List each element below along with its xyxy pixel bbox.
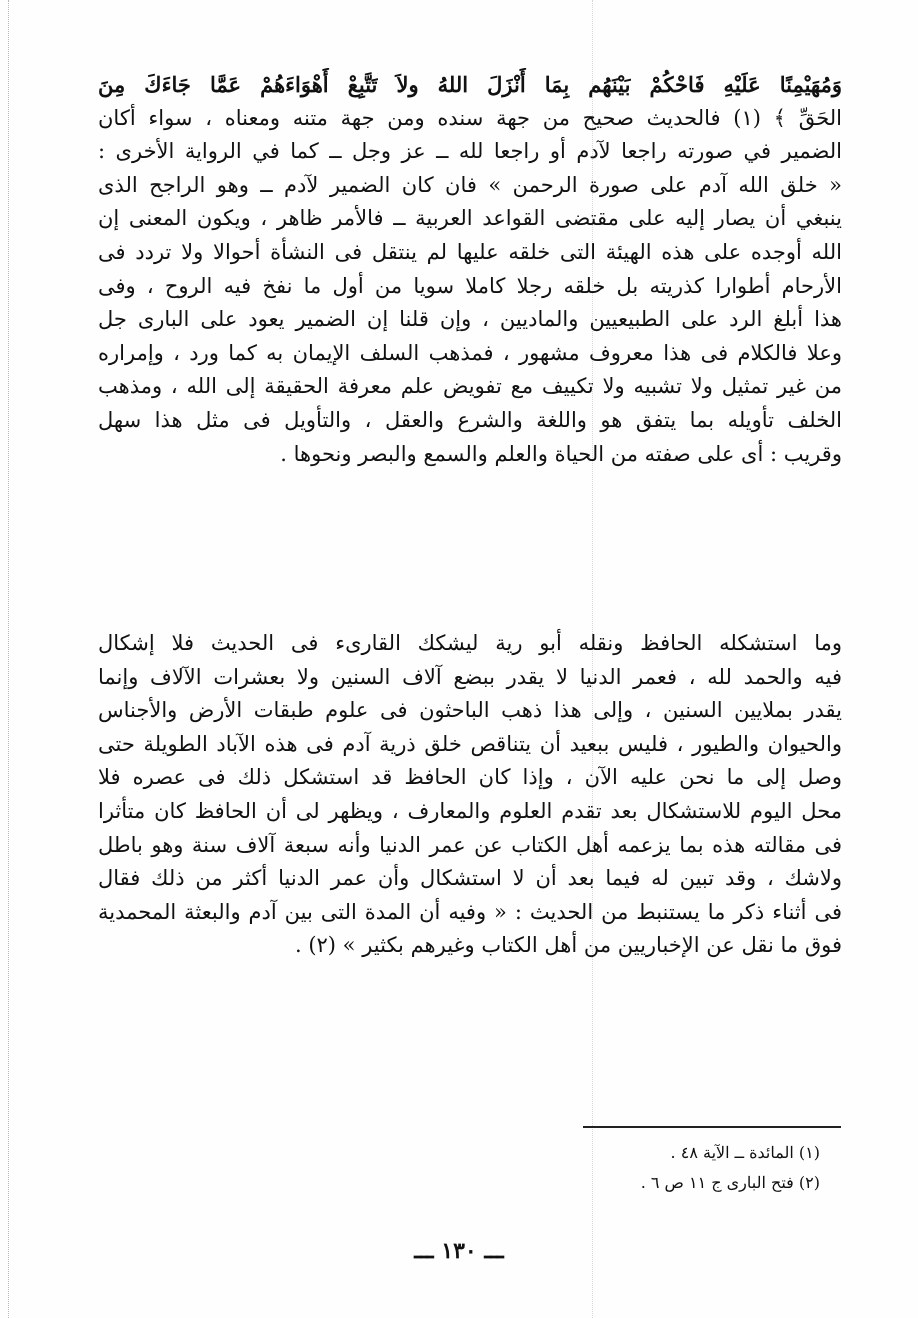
paragraph-2: [98, 627, 842, 963]
text-line: وعلا فالكلام فى هذا معروف مشهور ، فمذهب السلف الإيمان به كما ورد ، وإمراره: [98, 340, 842, 365]
footnote-divider: [583, 1126, 841, 1128]
text-line: هذا أبلغ الرد على الطبيعيين والماديين ، وإن قلنا إن الضمير يعود على البارى جل: [98, 307, 842, 332]
text-line: فوق ما نقل عن الإخباريين من أهل الكتاب وغيرهم بكثير » (٢) .: [294, 933, 842, 958]
text-line: فى مقالته هذه بما يزعمه أهل الكتاب عن عمر الدنيا وأنه سبعة آلاف سنة وهو باطل: [98, 832, 842, 857]
text-line: « خلق الله آدم على صورة الرحمن » فان كان الضمير لآدم ــ وهو الراجح الذى: [98, 172, 842, 197]
page-number: ـــ ١٣٠ ـــ: [414, 1238, 504, 1264]
footnote-1: (١) المائدة ــ الآية ٤٨ .: [670, 1143, 820, 1162]
footnotes: [460, 1138, 820, 1198]
text-line: الخلف تأويله بما يتفق هو واللغة والشرع والعقل ، والتأويل فى مثل هذا سهل: [98, 407, 842, 432]
text-line: وَمُهَيْمِنًا عَلَيْهِ فَاحْكُمْ بَيْنَهُم بِمَا أَنْزَلَ اللهُ ولاَ تَتَّبِعْ أَهْوَاءَهُمْ عَمَّا جَاءَكَ مِنَ: [98, 72, 842, 97]
footnote-2: (٢) فتح البارى ج ١١ ص ٦ .: [640, 1173, 820, 1192]
text-line: من غير تمثيل ولا تشبيه ولا تكييف مع تفويض علم معرفة الحقيقة إلى الله ، ومذهب: [98, 374, 842, 399]
text-line: الأرحام أطوارا كذريته بل خلقه رجلا كاملا سويا من أول ما نفخ فيه الروح ، وفى: [98, 273, 842, 298]
text-line: ولاشك ، وقد تبين له فيما بعد أن لا استشكال وأن عمر الدنيا أكثر من ذلك فقال: [98, 866, 842, 891]
text-line: محل اليوم للاستشكال بعد تقدم العلوم والمعارف ، ويظهر لى أن الحافظ كان متأثرا: [98, 798, 842, 823]
text-line: وما استشكله الحافظ ونقله أبو رية ليشكك القارىء فى الحديث فلا إشكال: [98, 631, 842, 655]
paragraph-1: [98, 68, 842, 471]
scan-margin-line: [8, 0, 9, 1318]
text-line: فيه والحمد لله ، فعمر الدنيا لا يقدر ببضع آلاف السنين ولا بعشرات الآلاف وإنما: [98, 664, 842, 689]
text-line: الضمير في صورته راجعا لآدم أو راجعا لله ــ عز وجل ــ كما في الرواية الأخرى :: [98, 139, 842, 164]
text-line: ينبغي أن يصار إليه على مقتضى القواعد العربية ــ فالأمر ظاهر ، ويكون المعنى إن: [98, 206, 842, 231]
text-line: وصل إلى ما نحن عليه الآن ، وإذا كان الحافظ قد استشكل ذلك فى عصره فلا: [98, 765, 842, 790]
text-line: وقريب : أى على صفته من الحياة والعلم والسمع والبصر ونحوها .: [280, 441, 842, 466]
text-line: الله أوجده على هذه الهيئة التى خلقه عليها لم ينتقل فى النشأة أحوالا ولا تردد فى: [98, 239, 842, 264]
text-line: الحَقِّ ﴾ (١) فالحديث صحيح من جهة سنده ومن جهة متنه ومعناه ، سواء أكان: [98, 105, 842, 130]
text-line: والحيوان والطيور ، فليس ببعيد أن يتناقص خلق ذرية آدم فى هذه الآباد الطويلة حتى: [98, 731, 842, 756]
text-line: فى أثناء ذكر ما يستنبط من الحديث : « وفيه أن المدة التى بين آدم والبعثة المحمدية: [98, 899, 842, 924]
text-line: يقدر بملايين السنين ، وإلى هذا ذهب الباحثون فى علوم طبقات الأرض والأجناس: [98, 698, 842, 723]
